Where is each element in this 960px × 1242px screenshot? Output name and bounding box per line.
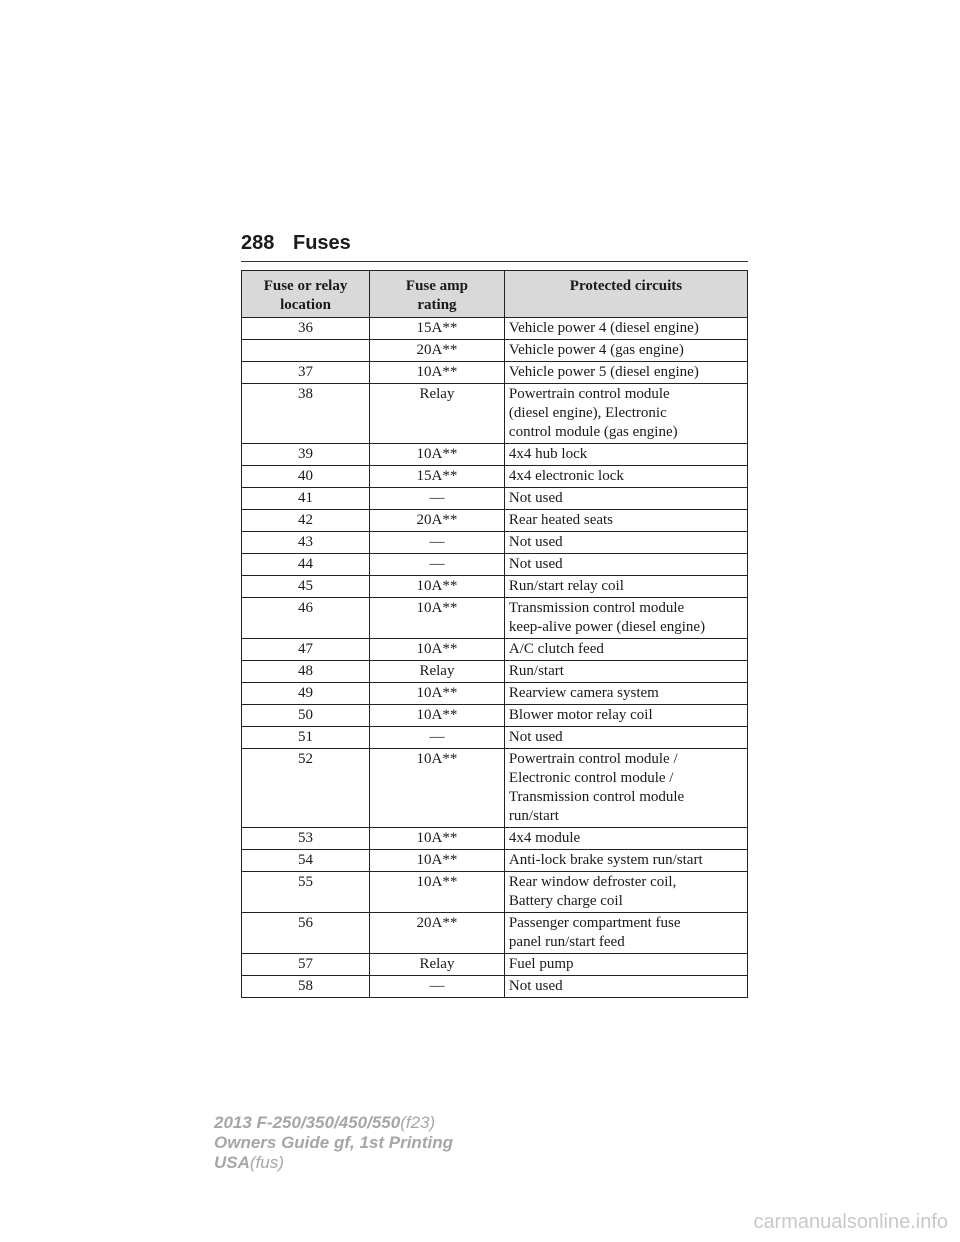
- protected-circuits-cell: [504, 554, 747, 576]
- protected-circuits-cell: [504, 954, 747, 976]
- page-number: 288: [241, 232, 275, 254]
- header-location-line: Fuse or relay: [263, 278, 348, 294]
- header-rating-line: Fuse amp: [405, 278, 469, 294]
- protected-circuits-cell: [504, 683, 747, 705]
- circuit-line: Fuel pump: [508, 956, 574, 972]
- fuse-location-cell: 38: [242, 384, 370, 444]
- header-rating-line: rating: [417, 297, 457, 313]
- fuse-location-cell: 48: [242, 661, 370, 683]
- table-row: [242, 727, 748, 749]
- circuit-line: Run/start relay coil: [508, 578, 624, 594]
- fuse-rating-cell: Relay: [370, 384, 505, 444]
- fuse-location-cell: 58: [242, 976, 370, 998]
- fuse-rating-cell: 20A**: [370, 340, 505, 362]
- table-row: [242, 850, 748, 872]
- fuse-location-cell: 37: [242, 362, 370, 384]
- protected-circuits-cell: [504, 749, 747, 828]
- protected-circuits-cell: [504, 828, 747, 850]
- circuit-line: Not used: [508, 556, 563, 572]
- watermark: carmanualsonline.info: [753, 1211, 948, 1233]
- protected-circuits-cell: [504, 466, 747, 488]
- fuse-location-cell: 47: [242, 639, 370, 661]
- fuse-location-cell: 40: [242, 466, 370, 488]
- fuse-location-cell: 53: [242, 828, 370, 850]
- circuit-line: Electronic control module /: [508, 770, 674, 786]
- table-row: [242, 598, 748, 639]
- fuse-rating-cell: —: [370, 727, 505, 749]
- fuse-location-cell: 45: [242, 576, 370, 598]
- header-circuits-line: Protected circuits: [569, 278, 683, 294]
- circuit-line: Not used: [508, 978, 563, 994]
- fuse-rating-cell: 20A**: [370, 510, 505, 532]
- fuse-location-cell: 50: [242, 705, 370, 727]
- circuit-line: Anti-lock brake system run/start: [508, 852, 703, 868]
- footer-line-1: [214, 1113, 453, 1133]
- header-rating: [370, 271, 505, 318]
- protected-circuits-cell: [504, 532, 747, 554]
- footer-model: 2013 F-250/350/450/550: [214, 1113, 401, 1132]
- fuse-location-cell: 57: [242, 954, 370, 976]
- table-row: [242, 913, 748, 954]
- protected-circuits-cell: [504, 598, 747, 639]
- circuit-line: 4x4 hub lock: [508, 446, 588, 462]
- protected-circuits-cell: [504, 639, 747, 661]
- circuit-line: run/start: [508, 808, 559, 824]
- fuse-location-cell: [242, 340, 370, 362]
- table-body: [242, 318, 748, 998]
- circuit-line: panel run/start feed: [508, 934, 625, 950]
- table-row: [242, 532, 748, 554]
- circuit-line: Rear heated seats: [508, 512, 614, 528]
- fuse-location-cell: 51: [242, 727, 370, 749]
- fuse-rating-cell: 10A**: [370, 749, 505, 828]
- table-header-row: [242, 271, 748, 318]
- table-row: [242, 488, 748, 510]
- protected-circuits-cell: [504, 976, 747, 998]
- protected-circuits-cell: [504, 444, 747, 466]
- table-row: [242, 318, 748, 340]
- circuit-line: Vehicle power 5 (diesel engine): [508, 364, 699, 380]
- circuit-line: Powertrain control module /: [508, 751, 678, 767]
- protected-circuits-cell: [504, 510, 747, 532]
- circuit-line: Rearview camera system: [508, 685, 659, 701]
- circuit-line: Battery charge coil: [508, 893, 623, 909]
- fuse-location-cell: 46: [242, 598, 370, 639]
- circuit-line: keep-alive power (diesel engine): [508, 619, 706, 635]
- footer-line-2: [214, 1133, 453, 1153]
- header-location: [242, 271, 370, 318]
- fuse-rating-cell: 10A**: [370, 576, 505, 598]
- circuit-line: 4x4 module: [508, 830, 581, 846]
- circuit-line: Not used: [508, 490, 563, 506]
- table-row: [242, 384, 748, 444]
- circuit-line: Vehicle power 4 (diesel engine): [508, 320, 699, 336]
- fuse-rating-cell: Relay: [370, 954, 505, 976]
- protected-circuits-cell: [504, 384, 747, 444]
- fuse-location-cell: 44: [242, 554, 370, 576]
- fuse-rating-cell: 10A**: [370, 828, 505, 850]
- table-row: [242, 683, 748, 705]
- fuse-rating-cell: 20A**: [370, 913, 505, 954]
- protected-circuits-cell: [504, 727, 747, 749]
- table-row: [242, 466, 748, 488]
- fuse-rating-cell: —: [370, 532, 505, 554]
- footer-region: USA: [214, 1153, 250, 1172]
- circuit-line: Transmission control module: [508, 600, 685, 616]
- fuse-rating-cell: 10A**: [370, 683, 505, 705]
- fuse-rating-cell: —: [370, 554, 505, 576]
- footer: [214, 1113, 453, 1173]
- circuit-line: A/C clutch feed: [508, 641, 604, 657]
- fuse-location-cell: 39: [242, 444, 370, 466]
- fuse-location-cell: 42: [242, 510, 370, 532]
- fuse-location-cell: 54: [242, 850, 370, 872]
- header-location-line: location: [280, 297, 331, 313]
- table-row: [242, 639, 748, 661]
- circuit-line: (diesel engine), Electronic: [508, 405, 667, 421]
- circuit-line: 4x4 electronic lock: [508, 468, 624, 484]
- fuse-rating-cell: 15A**: [370, 466, 505, 488]
- table-row: [242, 661, 748, 683]
- table-row: [242, 872, 748, 913]
- circuit-line: Rear window defroster coil,: [508, 874, 677, 890]
- fuse-rating-cell: Relay: [370, 661, 505, 683]
- circuit-line: Run/start: [508, 663, 564, 679]
- table-row: [242, 510, 748, 532]
- section-title: Fuses: [293, 232, 351, 254]
- fuse-rating-cell: 10A**: [370, 598, 505, 639]
- circuit-line: Not used: [508, 534, 563, 550]
- table-row: [242, 576, 748, 598]
- protected-circuits-cell: [504, 340, 747, 362]
- table-row: [242, 340, 748, 362]
- fuse-rating-cell: 10A**: [370, 850, 505, 872]
- fuse-rating-cell: 10A**: [370, 639, 505, 661]
- table-row: [242, 749, 748, 828]
- table-row: [242, 705, 748, 727]
- footer-line-3: [214, 1153, 453, 1173]
- header-rule: [241, 261, 748, 262]
- table-row: [242, 954, 748, 976]
- protected-circuits-cell: [504, 362, 747, 384]
- fuse-rating-cell: 15A**: [370, 318, 505, 340]
- fuse-location-cell: 43: [242, 532, 370, 554]
- fuse-table: [241, 270, 748, 998]
- fuse-location-cell: 36: [242, 318, 370, 340]
- protected-circuits-cell: [504, 872, 747, 913]
- fuse-rating-cell: 10A**: [370, 362, 505, 384]
- fuse-location-cell: 41: [242, 488, 370, 510]
- circuit-line: Vehicle power 4 (gas engine): [508, 342, 684, 358]
- circuit-line: Not used: [508, 729, 563, 745]
- circuit-line: Blower motor relay coil: [508, 707, 653, 723]
- fuse-rating-cell: —: [370, 976, 505, 998]
- footer-region-code: (fus): [249, 1153, 284, 1172]
- protected-circuits-cell: [504, 576, 747, 598]
- fuse-rating-cell: 10A**: [370, 705, 505, 727]
- footer-edition: Owners Guide gf, 1st Printing: [214, 1133, 453, 1152]
- table-row: [242, 362, 748, 384]
- fuse-location-cell: 52: [242, 749, 370, 828]
- table-row: [242, 828, 748, 850]
- protected-circuits-cell: [504, 705, 747, 727]
- fuse-rating-cell: —: [370, 488, 505, 510]
- footer-model-code: (f23): [400, 1113, 436, 1132]
- circuit-line: Powertrain control module: [508, 386, 670, 402]
- protected-circuits-cell: [504, 661, 747, 683]
- protected-circuits-cell: [504, 850, 747, 872]
- circuit-line: Transmission control module: [508, 789, 685, 805]
- protected-circuits-cell: [504, 318, 747, 340]
- table-row: [242, 976, 748, 998]
- header-circuits: [504, 271, 747, 318]
- circuit-line: Passenger compartment fuse: [508, 915, 681, 931]
- protected-circuits-cell: [504, 488, 747, 510]
- fuse-location-cell: 55: [242, 872, 370, 913]
- fuse-rating-cell: 10A**: [370, 444, 505, 466]
- fuse-location-cell: 49: [242, 683, 370, 705]
- page-header: [241, 232, 748, 262]
- circuit-line: control module (gas engine): [508, 424, 678, 440]
- fuse-location-cell: 56: [242, 913, 370, 954]
- table-row: [242, 554, 748, 576]
- table-row: [242, 444, 748, 466]
- fuse-rating-cell: 10A**: [370, 872, 505, 913]
- protected-circuits-cell: [504, 913, 747, 954]
